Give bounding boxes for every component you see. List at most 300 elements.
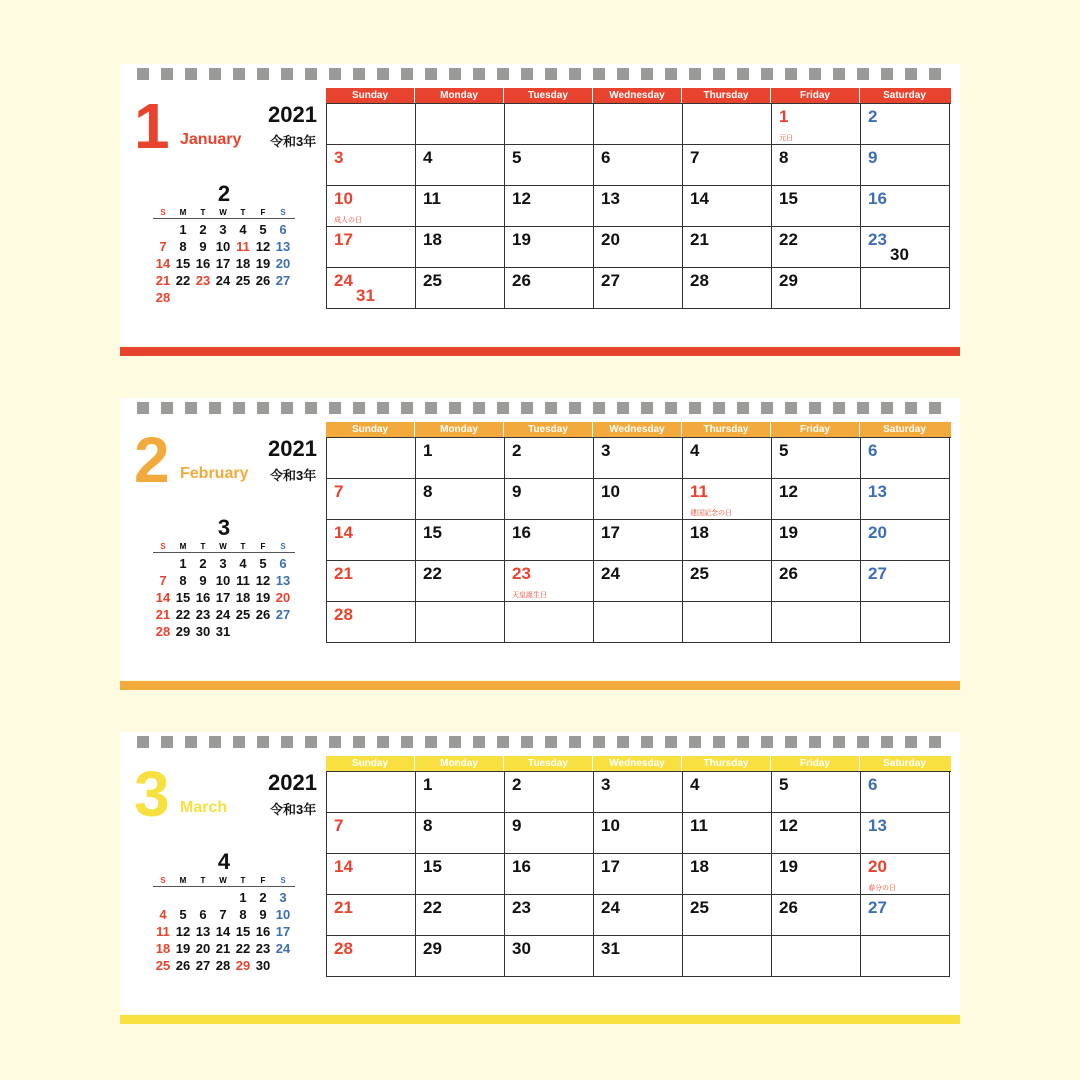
day-cell[interactable]	[505, 520, 594, 561]
mini-day: 14	[155, 590, 171, 605]
year-label: 2021	[268, 102, 317, 127]
day-number: 5	[512, 148, 522, 167]
mini-day: 20	[275, 256, 291, 271]
day-cell[interactable]	[772, 438, 861, 479]
day-cell[interactable]	[683, 479, 772, 520]
binder-ring	[857, 402, 869, 414]
mini-day: 13	[195, 924, 211, 939]
day-cell[interactable]	[861, 186, 950, 227]
day-number: 2	[868, 107, 878, 126]
mini-day: 27	[275, 607, 291, 622]
day-cell[interactable]	[416, 813, 505, 854]
day-cell[interactable]	[861, 772, 950, 813]
day-cell[interactable]	[416, 936, 505, 977]
mini-weekday-label: F	[260, 208, 266, 217]
mini-day: 9	[259, 907, 267, 922]
binder-ring	[569, 402, 581, 414]
mini-day: 8	[179, 573, 187, 588]
mini-day: 15	[175, 590, 191, 605]
day-cell[interactable]	[594, 895, 683, 936]
day-cell[interactable]	[594, 936, 683, 977]
binder-ring	[785, 68, 797, 80]
mini-day: 30	[255, 958, 271, 973]
empty-cell	[416, 104, 505, 145]
empty-cell	[861, 268, 950, 309]
mini-day: 16	[195, 590, 211, 605]
mini-day: 7	[159, 573, 167, 588]
day-cell[interactable]	[327, 561, 416, 602]
month-name: February	[180, 465, 249, 482]
binder-ring	[401, 736, 413, 748]
weekday-label-monday: Monday	[415, 88, 504, 103]
month-grid	[326, 756, 951, 977]
binder-ring	[881, 736, 893, 748]
binder-rings	[120, 736, 960, 748]
day-cell[interactable]	[416, 479, 505, 520]
mini-day-grid	[153, 555, 295, 640]
day-number: 11	[423, 189, 441, 208]
weekday-label-saturday: Saturday	[883, 424, 926, 435]
binder-ring	[809, 402, 821, 414]
binder-ring	[761, 736, 773, 748]
day-number: 12	[512, 189, 531, 208]
mini-weekday-label: T	[200, 542, 206, 551]
day-number: 6	[868, 775, 878, 794]
day-cell[interactable]	[505, 186, 594, 227]
day-cell[interactable]	[861, 438, 950, 479]
mini-day: 6	[279, 556, 287, 571]
binder-ring	[737, 68, 749, 80]
mini-day: 9	[199, 573, 207, 588]
binder-ring	[257, 736, 269, 748]
day-number: 28	[334, 605, 353, 624]
mini-day: 24	[275, 941, 291, 956]
mini-day: 12	[255, 573, 271, 588]
day-cell[interactable]	[505, 268, 594, 309]
day-cell[interactable]	[772, 227, 861, 268]
binder-ring	[665, 402, 677, 414]
binder-ring	[281, 736, 293, 748]
day-cell[interactable]	[416, 520, 505, 561]
day-number: 20	[868, 523, 887, 542]
mini-day: 4	[239, 222, 247, 237]
binder-ring	[833, 736, 845, 748]
mini-empty	[213, 889, 233, 906]
day-cell[interactable]	[772, 772, 861, 813]
day-cell[interactable]	[505, 854, 594, 895]
day-cell[interactable]	[505, 145, 594, 186]
day-cell[interactable]	[327, 895, 416, 936]
day-cell[interactable]	[683, 895, 772, 936]
day-cell[interactable]	[772, 813, 861, 854]
day-cell[interactable]	[772, 186, 861, 227]
day-cell[interactable]	[861, 227, 950, 268]
year-label: 2021	[268, 770, 317, 795]
month-name: March	[180, 799, 228, 816]
weekday-label-sunday: Sunday	[326, 422, 415, 437]
mini-weekday-label: W	[219, 876, 227, 885]
binder-ring	[377, 736, 389, 748]
mini-day: 20	[195, 941, 211, 956]
weekday-label-saturday: Saturday	[883, 758, 926, 769]
empty-cell	[327, 104, 416, 145]
day-cell[interactable]	[594, 145, 683, 186]
day-cell[interactable]	[327, 186, 416, 227]
mini-day-grid	[153, 221, 295, 306]
binder-ring	[473, 68, 485, 80]
day-cell[interactable]	[861, 145, 950, 186]
weekday-label-wednesday: Wednesday	[593, 88, 682, 103]
mini-day: 6	[199, 907, 207, 922]
weekday-header	[326, 756, 951, 771]
day-number: 22	[779, 230, 798, 249]
day-cell[interactable]	[861, 854, 950, 895]
binder-ring	[929, 68, 941, 80]
binder-ring	[161, 402, 173, 414]
weekday-label-friday: Friday	[771, 422, 860, 437]
mini-day: 7	[219, 907, 227, 922]
day-cell[interactable]	[416, 438, 505, 479]
binder-ring	[233, 68, 245, 80]
binder-ring	[497, 68, 509, 80]
empty-cell	[594, 602, 683, 643]
day-number: 31	[601, 939, 620, 958]
binder-ring	[857, 68, 869, 80]
binder-ring	[593, 68, 605, 80]
day-cells	[326, 103, 951, 309]
day-cell[interactable]	[594, 438, 683, 479]
mini-day: 12	[255, 239, 271, 254]
mini-day: 25	[235, 273, 251, 288]
mini-weekday-label: S	[280, 876, 286, 885]
day-cell[interactable]	[505, 227, 594, 268]
binder-ring	[449, 68, 461, 80]
day-cell[interactable]	[594, 772, 683, 813]
mini-calendar-next-month	[153, 181, 295, 306]
era-label: 令和3年	[270, 468, 317, 483]
day-number: 15	[779, 189, 798, 208]
weekday-label-saturday: Saturday	[883, 90, 926, 101]
mini-weekday-label: M	[179, 542, 187, 551]
mini-weekday-header	[153, 207, 295, 219]
mini-day: 26	[255, 607, 271, 622]
binder-ring	[233, 402, 245, 414]
mini-day: 7	[159, 239, 167, 254]
binder-ring	[665, 736, 677, 748]
day-cell[interactable]	[416, 561, 505, 602]
day-cell[interactable]	[594, 520, 683, 561]
mini-day: 22	[235, 941, 251, 956]
binder-ring	[305, 736, 317, 748]
month-number: 3	[134, 758, 170, 830]
day-cell[interactable]	[683, 438, 772, 479]
day-cell[interactable]	[327, 268, 416, 309]
day-number: 17	[334, 230, 353, 249]
day-number: 10	[601, 482, 620, 501]
binder-ring	[641, 402, 653, 414]
day-number: 25	[423, 271, 442, 290]
month-number: 2	[134, 424, 170, 496]
day-number: 4	[690, 441, 700, 460]
mini-day: 21	[215, 941, 231, 956]
day-cell[interactable]	[772, 145, 861, 186]
accent-bar	[120, 1015, 960, 1024]
day-cell[interactable]	[772, 268, 861, 309]
mini-day: 8	[179, 239, 187, 254]
day-cell[interactable]	[327, 227, 416, 268]
mini-day: 19	[255, 256, 271, 271]
mini-day: 3	[219, 222, 227, 237]
day-cell[interactable]	[594, 813, 683, 854]
day-cell[interactable]	[683, 854, 772, 895]
day-number: 4	[423, 148, 433, 167]
binder-ring	[617, 68, 629, 80]
day-cell[interactable]	[505, 813, 594, 854]
day-cell[interactable]	[416, 895, 505, 936]
day-number: 7	[334, 482, 344, 501]
binder-ring	[617, 736, 629, 748]
binder-ring	[713, 402, 725, 414]
day-cell[interactable]	[416, 854, 505, 895]
binder-ring	[257, 402, 269, 414]
day-number: 21	[334, 564, 353, 583]
day-cell[interactable]	[327, 479, 416, 520]
weekday-label-tuesday: Tuesday	[504, 88, 593, 103]
day-cell[interactable]	[683, 227, 772, 268]
binder-ring	[137, 68, 149, 80]
day-cell[interactable]	[416, 772, 505, 813]
day-number: 8	[423, 482, 433, 501]
mini-day: 17	[215, 256, 231, 271]
month-card-march	[120, 732, 960, 1014]
mini-day: 1	[179, 222, 187, 237]
mini-day: 5	[259, 222, 267, 237]
day-cell[interactable]	[861, 520, 950, 561]
day-number: 17	[601, 857, 620, 876]
day-number-overlay: 30	[890, 245, 909, 264]
mini-day: 24	[215, 273, 231, 288]
day-number: 18	[690, 523, 709, 542]
day-cell[interactable]	[327, 520, 416, 561]
mini-weekday-label: T	[240, 542, 246, 551]
day-cell[interactable]	[327, 936, 416, 977]
mini-day: 8	[239, 907, 247, 922]
day-number: 7	[690, 148, 700, 167]
binder-ring	[713, 68, 725, 80]
day-number: 22	[423, 564, 442, 583]
binder-ring	[569, 736, 581, 748]
binder-ring	[833, 68, 845, 80]
binder-ring	[353, 402, 365, 414]
weekday-label-wednesday: Wednesday	[593, 756, 682, 771]
empty-cell	[594, 104, 683, 145]
mini-day: 26	[255, 273, 271, 288]
day-number: 11	[690, 482, 708, 501]
binder-ring	[209, 736, 221, 748]
binder-ring	[161, 736, 173, 748]
day-cell[interactable]	[683, 813, 772, 854]
mini-day: 4	[239, 556, 247, 571]
weekday-label-tuesday: Tuesday	[504, 422, 593, 437]
day-cell[interactable]	[683, 772, 772, 813]
accent-bar	[120, 681, 960, 690]
day-cell[interactable]	[594, 479, 683, 520]
mini-day: 1	[179, 556, 187, 571]
binder-ring	[665, 68, 677, 80]
mini-day: 19	[255, 590, 271, 605]
day-cell[interactable]	[772, 895, 861, 936]
empty-cell	[505, 602, 594, 643]
weekday-label-thursday: Thursday	[682, 88, 771, 103]
binder-ring	[617, 402, 629, 414]
day-cell[interactable]	[683, 145, 772, 186]
day-cell[interactable]	[683, 268, 772, 309]
mini-day: 6	[279, 222, 287, 237]
empty-cell	[861, 936, 950, 977]
day-cell[interactable]	[861, 561, 950, 602]
binder-rings	[120, 402, 960, 414]
month-card-february	[120, 398, 960, 680]
binder-ring	[209, 68, 221, 80]
day-number-overlay: 31	[356, 286, 375, 305]
binder-ring	[449, 736, 461, 748]
mini-weekday-label: S	[160, 208, 166, 217]
day-number: 26	[779, 564, 798, 583]
binder-ring	[305, 68, 317, 80]
day-cell[interactable]	[861, 895, 950, 936]
day-number: 27	[868, 898, 887, 917]
day-cell[interactable]	[594, 561, 683, 602]
mini-month-number: 4	[217, 849, 231, 874]
mini-month-number: 3	[217, 515, 231, 540]
binder-ring	[185, 402, 197, 414]
day-number: 16	[868, 189, 887, 208]
mini-empty	[153, 555, 173, 572]
mini-day: 2	[199, 556, 207, 571]
binder-ring	[377, 68, 389, 80]
day-cells	[326, 771, 951, 977]
mini-day: 10	[215, 239, 231, 254]
mini-weekday-header	[153, 541, 295, 553]
mini-day: 28	[155, 290, 171, 305]
mini-day: 28	[155, 624, 171, 639]
binder-ring	[185, 68, 197, 80]
mini-day: 1	[239, 890, 247, 905]
mini-weekday-label: T	[200, 876, 206, 885]
day-number: 17	[601, 523, 620, 542]
mini-day: 27	[195, 958, 211, 973]
weekday-label-friday: Friday	[771, 88, 860, 103]
day-cell[interactable]	[416, 186, 505, 227]
mini-day: 16	[255, 924, 271, 939]
mini-weekday-label: S	[280, 542, 286, 551]
empty-cell	[772, 936, 861, 977]
day-cell[interactable]	[505, 895, 594, 936]
day-cell[interactable]	[861, 479, 950, 520]
day-cell[interactable]	[683, 561, 772, 602]
binder-ring	[521, 402, 533, 414]
day-number: 19	[512, 230, 531, 249]
day-cell[interactable]	[416, 268, 505, 309]
day-cell[interactable]	[594, 854, 683, 895]
day-cell[interactable]	[505, 479, 594, 520]
day-cell[interactable]	[505, 772, 594, 813]
binder-ring	[785, 736, 797, 748]
day-number: 10	[334, 189, 353, 208]
year-label: 2021	[268, 436, 317, 461]
day-cell[interactable]	[861, 104, 950, 145]
holiday-label: 春分の日	[868, 885, 896, 892]
mini-day: 14	[215, 924, 231, 939]
mini-day: 25	[235, 607, 251, 622]
day-cell[interactable]	[772, 854, 861, 895]
mini-day: 10	[275, 907, 291, 922]
day-cell[interactable]	[861, 813, 950, 854]
day-cell[interactable]	[505, 438, 594, 479]
day-cell[interactable]	[594, 268, 683, 309]
day-cell[interactable]	[594, 227, 683, 268]
binder-ring	[281, 402, 293, 414]
day-cell[interactable]	[683, 186, 772, 227]
day-cell[interactable]	[327, 602, 416, 643]
day-number: 20	[601, 230, 620, 249]
mini-day: 16	[195, 256, 211, 271]
mini-day: 27	[275, 273, 291, 288]
empty-cell	[505, 104, 594, 145]
binder-rings	[120, 68, 960, 80]
binder-ring	[761, 68, 773, 80]
mini-weekday-label: S	[280, 208, 286, 217]
accent-bar	[120, 347, 960, 356]
day-number: 1	[423, 775, 433, 794]
day-number: 1	[779, 107, 789, 126]
day-cell[interactable]	[772, 104, 861, 145]
day-cell[interactable]	[327, 854, 416, 895]
day-cell[interactable]	[772, 520, 861, 561]
empty-cell	[683, 104, 772, 145]
day-cell[interactable]	[683, 520, 772, 561]
binder-ring	[497, 736, 509, 748]
binder-ring	[473, 736, 485, 748]
day-cell[interactable]	[594, 186, 683, 227]
day-number: 6	[868, 441, 878, 460]
day-cell[interactable]	[416, 227, 505, 268]
day-cell[interactable]	[505, 936, 594, 977]
day-number: 4	[690, 775, 700, 794]
day-cell[interactable]	[327, 813, 416, 854]
day-number: 2	[512, 441, 522, 460]
day-cell[interactable]	[416, 145, 505, 186]
weekday-label-thursday: Thursday	[682, 422, 771, 437]
mini-day: 22	[175, 607, 191, 622]
empty-cell	[327, 772, 416, 813]
day-number: 27	[601, 271, 620, 290]
day-cell[interactable]	[772, 561, 861, 602]
binder-ring	[521, 736, 533, 748]
day-number: 22	[423, 898, 442, 917]
mini-day: 20	[275, 590, 291, 605]
binder-ring	[809, 68, 821, 80]
day-cell[interactable]	[505, 561, 594, 602]
day-cell[interactable]	[772, 479, 861, 520]
mini-weekday-label: T	[240, 208, 246, 217]
mini-day: 31	[215, 624, 231, 639]
binder-ring	[425, 68, 437, 80]
day-number: 16	[512, 523, 531, 542]
binder-ring	[185, 736, 197, 748]
binder-ring	[305, 402, 317, 414]
day-cell[interactable]	[327, 145, 416, 186]
